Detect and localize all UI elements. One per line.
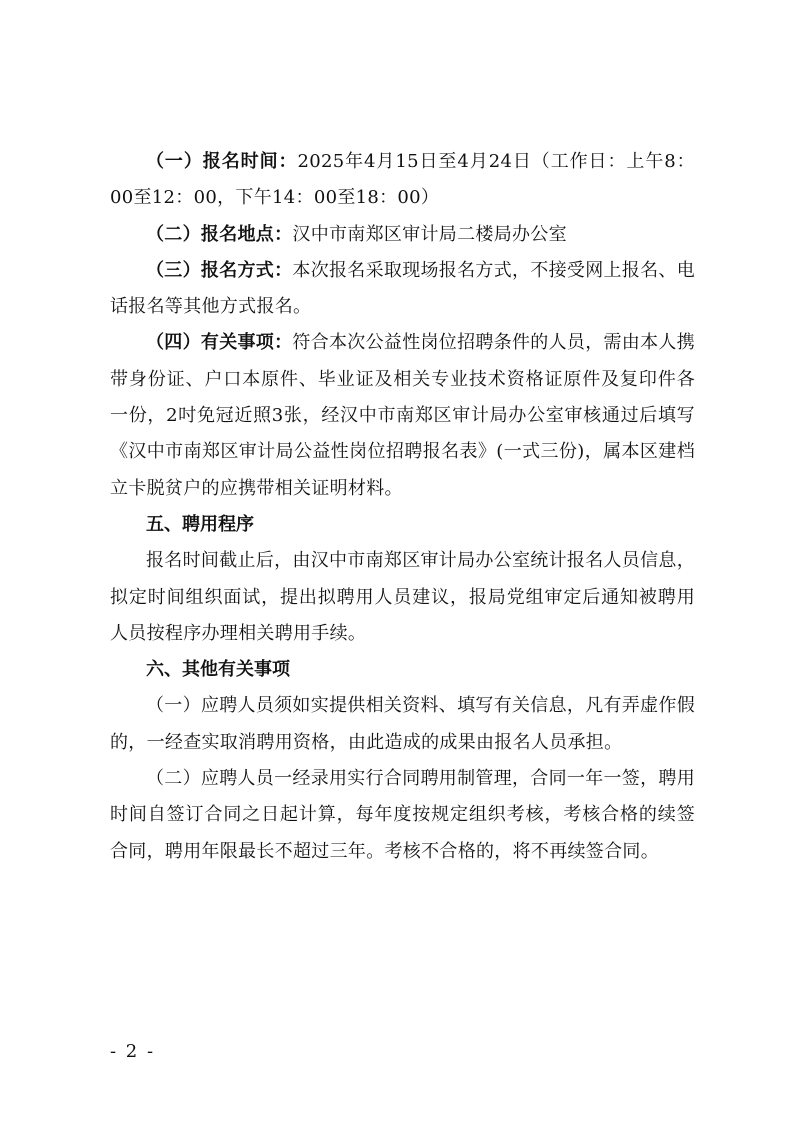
employment-procedure-paragraph: 报名时间截止后，由汉中市南郑区审计局办公室统计报名人员信息，拟定时间组织面试，提出拟聘用人员建议，报局党组审定后通知被聘用人员按程序办理相关聘用手续。 — [110, 550, 695, 644]
registration-location-text: 汉中市南郑区审计局二楼局办公室 — [292, 223, 567, 245]
registration-location-label: （二）报名地点： — [146, 223, 293, 245]
section-heading-employment-procedure: 五、聘用程序 — [146, 513, 254, 535]
related-matters-paragraph — [110, 325, 695, 506]
registration-time-text: 2025年4月15日至4月24日（工作日：上午8：00至12：00，下午14：00至18：00） — [110, 151, 695, 209]
other-matters-paragraph-1: （一）应聘人员须如实提供相关资料、填写有关信息，凡有弄虚作假的，一经查实取消聘用资格，由此造成的成果由报名人员承担。 — [110, 695, 695, 753]
registration-time-label: （一）报名时间： — [146, 151, 298, 172]
registration-time-paragraph — [110, 144, 695, 217]
other-matters-paragraph-2: （二）应聘人员一经录用实行合同聘用制管理，合同一年一签，聘用时间自签订合同之日起计算，每年度按规定组织考核，考核合格的续签合同，聘用年限最长不超过三年。考核不合格的，将不再续签合同。 — [110, 768, 695, 862]
registration-method-paragraph — [110, 253, 695, 326]
registration-method-label: （三）报名方式： — [146, 259, 293, 281]
related-matters-label: （四）有关事项： — [146, 332, 293, 354]
section-heading-other-matters: 六、其他有关事项 — [146, 659, 290, 681]
registration-method-text: 本次报名采取现场报名方式，不接受网上报名、电话报名等其他方式报名。 — [110, 259, 696, 318]
page-number: - 2 - — [110, 1041, 156, 1062]
related-matters-text: 符合本次公益性岗位招聘条件的人员，需由本人携带身份证、户口本原件、毕业证及相关专业技术资格证原件及复印件各一份，2吋免冠近照3张，经汉中市南郑区审计局办公室审核通过后填写《汉中市南郑区审计局公益性岗位招聘报名表》(一式三份)，属本区建档立卡脱贫户的应携带相关证明材料。 — [110, 332, 696, 499]
registration-location-paragraph — [110, 217, 695, 253]
document-body — [110, 144, 695, 870]
